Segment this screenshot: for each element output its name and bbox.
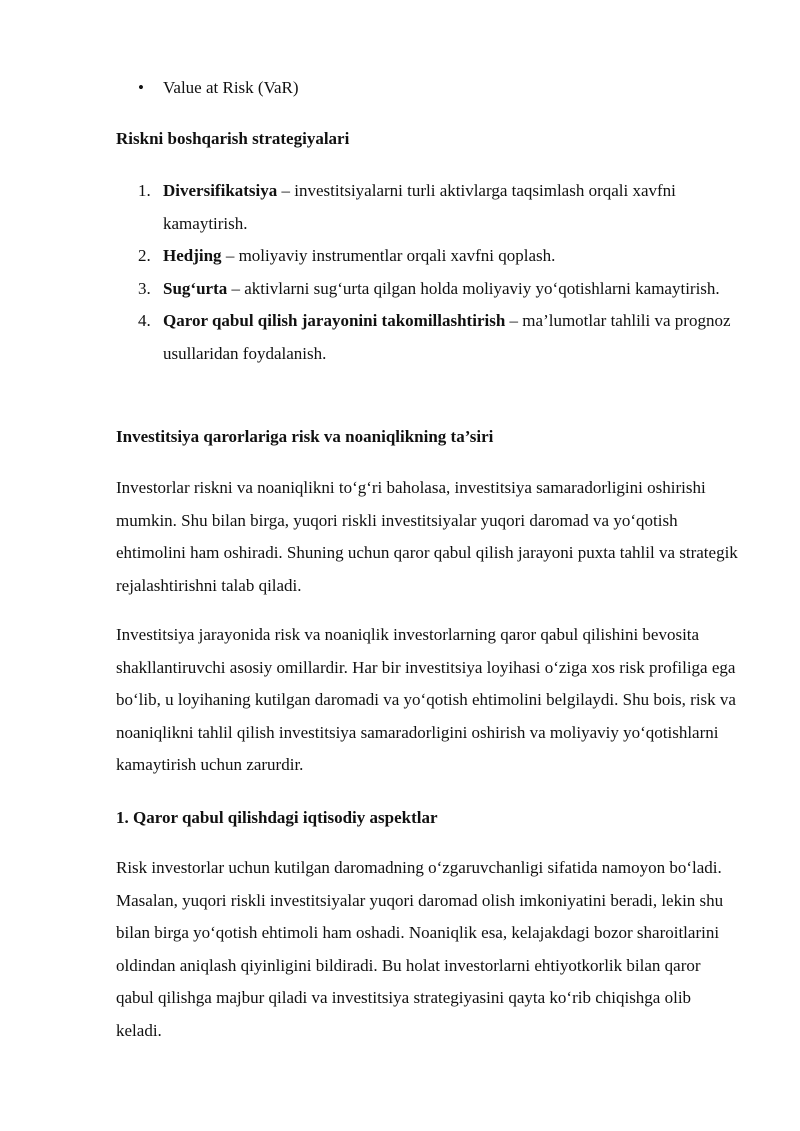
item-description: – ma’lumotlar tahlili va prognoz usullaridan foydalanish.	[163, 311, 731, 363]
section-heading-aspects: 1. Qaror qabul qilishdagi iqtisodiy aspektlar	[116, 808, 438, 827]
item-number: 3.	[138, 278, 151, 298]
paragraph: Investorlar riskni va noaniqlikni to‘g‘ri baholasa, investitsiya samaradorligini oshirishi mumkin. Shu bilan birga, yuqori riskli investitsiyalar yuqori daromad va yo‘qotish ehtimolini ham oshiradi. Shuning uchun qaror qabul qilish jarayoni puxta tahlil va strategik rejalashtirishni talab qiladi.	[116, 478, 738, 595]
list-item	[138, 273, 738, 306]
strategies-list	[138, 175, 738, 370]
item-term: Hedjing	[163, 246, 222, 265]
item-description: – aktivlarni sug‘urta qilgan holda moliyaviy yo‘qotishlarni kamaytirish.	[227, 278, 720, 298]
section-heading-strategies: Riskni boshqarish strategiyalari	[116, 129, 350, 148]
item-term: Qaror qabul qilish jarayonini takomillashtirish	[163, 311, 506, 330]
list-item	[138, 305, 738, 370]
item-number: 2.	[138, 246, 151, 265]
item-description: – moliyaviy instrumentlar orqali xavfni qoplash.	[221, 246, 556, 265]
list-item	[138, 240, 738, 273]
item-number: 4.	[138, 311, 151, 330]
item-description: – investitsiyalarni turli aktivlarga taqsimlash orqali xavfni kamaytirish.	[163, 181, 676, 233]
item-term: Sug‘urta	[163, 278, 228, 298]
list-item: • Value at Risk (VaR)	[138, 74, 299, 102]
item-number: 1.	[138, 181, 151, 200]
item-term: Diversifikatsiya	[163, 181, 278, 200]
list-item	[138, 175, 738, 240]
paragraph: Investitsiya jarayonida risk va noaniqlik investorlarning qaror qabul qilishini bevosita shakllantiruvchi asosiy omillardir. Har bir investitsiya loyihasi o‘ziga xos risk profiliga ega bo‘lib, u loyihaning kutilgan daromadi va yo‘qotish ehtimolini belgilaydi. Shu bois, risk va noaniqlikni tahlil qilish investitsiya samaradorligini oshirish va moliyaviy yo‘qotishlarni kamaytirish uchun zarurdir.	[116, 625, 736, 774]
section-heading-impact: Investitsiya qarorlariga risk va noaniqlikning ta’siri	[116, 427, 494, 446]
paragraph: Risk investorlar uchun kutilgan daromadning o‘zgaruvchanligi sifatida namoyon bo‘ladi. Masalan, yuqori riskli investitsiyalar yuqori daromad olish imkoniyatini beradi, lekin shu bilan birga yo‘qotish ehtimoli ham oshadi. Noaniqlik esa, kelajakdagi bozor sharoitlarini oldindan aniqlash qiyinligini bildiradi. Bu holat investorlarni ehtiyotkorlik bilan qaror qabul qilishga majbur qiladi va investitsiya strategiyasini qayta ko‘rib chiqishga olib keladi.	[116, 858, 724, 1040]
bullet-list	[138, 74, 299, 102]
